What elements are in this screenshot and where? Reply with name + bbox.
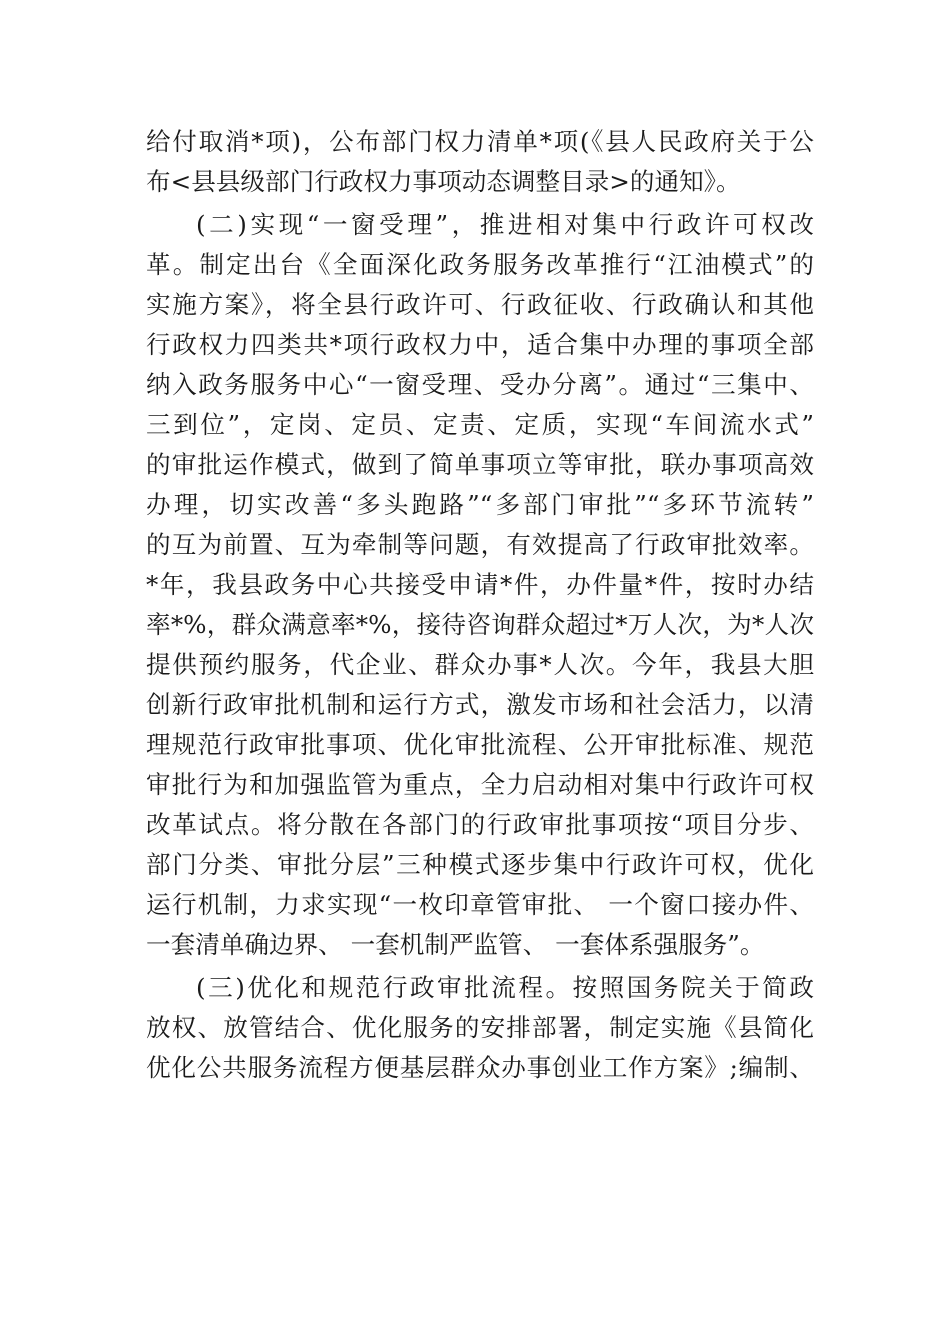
- text-line: 三到位”，定岗、定员、定责、定质，实现“车间流水式”: [146, 410, 814, 439]
- text-line: 行政权力四类共*项行政权力中，适合集中办理的事项全部: [146, 330, 814, 359]
- text-line: 部门分类、审批分层”三种模式逐步集中行政许可权，优化: [146, 850, 814, 879]
- document-body: [146, 122, 814, 1091]
- text-line: 纳入政务服务中心“一窗受理、受办分离”。通过“三集中、: [146, 370, 814, 399]
- text-line: 理规范行政审批事项、优化审批流程、公开审批标准、规范: [146, 730, 814, 759]
- text-line: 一套清单确边界、 一套机制严监管、 一套体系强服务”。: [146, 930, 765, 959]
- text-line: 率*%，群众满意率*%，接待咨询群众超过*万人次，为*人次: [146, 610, 814, 639]
- text-line: 的审批运作模式，做到了简单事项立等审批，联办事项高效: [146, 450, 814, 479]
- text-line: (二)实现“一窗受理”，推进相对集中行政许可权改: [196, 210, 814, 239]
- text-line: 运行机制，力求实现“一枚印章管审批、 一个窗口接办件、: [146, 890, 814, 919]
- text-line: 革。制定出台《全面深化政务服务改革推行“江油模式”的: [146, 250, 814, 279]
- paragraph-1: [146, 122, 814, 202]
- text-line: 的互为前置、互为牵制等问题，有效提高了行政审批效率。: [146, 530, 814, 559]
- text-line: 实施方案》，将全县行政许可、行政征收、行政确认和其他: [146, 290, 814, 319]
- text-line: 优化公共服务流程方便基层群众办事创业工作方案》;编制、: [146, 1053, 814, 1082]
- text-line: *年，我县政务中心共接受申请*件，办件量*件，按时办结: [146, 570, 814, 599]
- paragraph-3: [146, 968, 814, 1088]
- text-line: 给付取消*项)，公布部门权力清单*项(《县人民政府关于公: [146, 127, 814, 156]
- text-line: 创新行政审批机制和运行方式，激发市场和社会活力，以清: [146, 690, 814, 719]
- text-line: 改革试点。将分散在各部门的行政审批事项按“项目分步、: [146, 810, 814, 839]
- text-line: 审批行为和加强监管为重点，全力启动相对集中行政许可权: [146, 770, 814, 799]
- text-line: 布<县县级部门行政权力事项动态调整目录>的通知》。: [146, 167, 741, 196]
- text-line: 提供预约服务，代企业、群众办事*人次。今年，我县大胆: [146, 650, 814, 679]
- paragraph-2: [146, 205, 814, 965]
- text-line: 办理，切实改善“多头跑路”“多部门审批”“多环节流转”: [146, 490, 814, 519]
- text-line: (三)优化和规范行政审批流程。按照国务院关于简政: [196, 973, 814, 1002]
- text-line: 放权、放管结合、优化服务的安排部署，制定实施《县简化: [146, 1013, 814, 1042]
